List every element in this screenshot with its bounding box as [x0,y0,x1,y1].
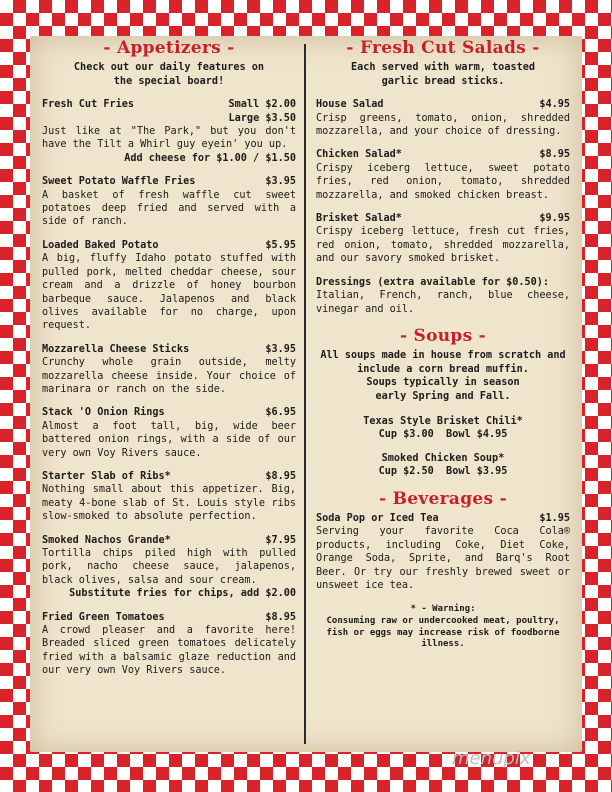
item-name: Sweet Potato Waffle Fries [42,176,196,188]
item-desc: Crisp greens, tomato, onion, shredded mozzarella, and your choice of dressing. [316,112,570,138]
menu-item [42,470,296,524]
item-price: $8.95 [539,149,570,161]
item-price: $3.95 [265,343,296,355]
menu-item [42,239,296,333]
item-price-large: Large $3.50 [228,112,296,124]
warning-text: Consuming raw or undercooked meat, poultry, fish or eggs may increase risk of foodborne illness. [326,616,560,650]
item-note: Substitute fries for chips, add $2.00 [69,588,296,600]
item-name: Loaded Baked Potato [42,239,159,251]
watermark: menupix [452,748,531,769]
menu-item [316,148,570,202]
health-warning [316,604,570,650]
item-price: $9.95 [539,213,570,225]
soups-intro-line1: All soups made in house from scratch and include a corn bread muffin. [320,350,566,375]
item-name: Fried Green Tomatoes [42,611,165,623]
item-price: $3.95 [265,176,296,188]
salads-title: - Fresh Cut Salads - [346,38,540,58]
soups-intro [316,349,570,403]
menu-item [42,611,296,678]
appetizers-title: - Appetizers - [103,38,235,58]
soup-prices: Cup $3.00 Bowl $4.95 [378,429,508,441]
item-note: Add cheese for $1.00 / $1.50 [124,152,296,164]
item-name: Soda Pop or Iced Tea [316,512,439,524]
soups-title: - Soups - [399,325,487,346]
item-price: $8.95 [265,611,296,623]
item-price: $8.95 [265,470,296,482]
menu-item [316,512,570,592]
item-desc: Almost a foot tall, big, wide beer battered onion rings, with a side of our very own Voy Rivers sauce. [42,420,296,459]
soup-item [316,452,570,479]
soup-item [316,415,570,442]
item-name: Brisket Salad* [316,213,402,225]
soup-prices: Cup $2.50 Bowl $3.95 [378,466,508,478]
item-desc: A basket of fresh waffle cut sweet potatoes deep fried and served with a side of ranch. [42,189,296,228]
item-name: Stack 'O Onion Rings [42,407,165,419]
item-price: $7.95 [265,534,296,546]
soups-intro-line2: Soups typically in season early Spring and Fall. [366,377,520,402]
menu-item [42,343,296,397]
item-price: $4.95 [539,99,570,111]
dressings-list: Italian, French, ranch, blue cheese, vinegar and oil. [316,290,570,315]
menu-item [42,534,296,601]
dressings [316,276,570,316]
menu-item [42,406,296,460]
item-desc: Crunchy whole grain outside, melty mozzarella cheese inside. Your choice of marinara or ranch on the side. [42,357,296,395]
item-price: $6.95 [265,407,296,419]
beverages-title: - Beverages - [379,488,507,509]
item-name: Smoked Nachos Grande* [42,534,171,546]
item-desc: Tortilla chips piled high with pulled pork, nacho cheese sauce, jalapenos, black olives, salsa and sour cream. [42,548,296,586]
menu-item [42,98,296,165]
item-desc: Just like at "The Park," but you don't have the Tilt a Whirl guy eyein' you up. [42,126,296,151]
appetizers-intro: Check out our daily features on the special board! [73,62,265,87]
item-name: Chicken Salad* [316,149,402,161]
menu-item [316,212,570,266]
item-price: $5.95 [265,239,296,251]
menu-item [316,98,570,138]
item-desc: A big, fluffy Idaho potato stuffed with pulled pork, melted cheddar cheese, sour cream and a drizzle of honey bourbon barbeque sauce. Jalapenos and black olives available for no charge, upon request. [42,253,296,332]
item-name: Mozzarella Cheese Sticks [42,343,190,355]
item-desc: Serving your favorite Coca Cola® products, including Coke, Diet Coke, Orange Soda, Sprite, and Barq's Root Beer. Or try our freshly brewed sweet or unsweet ice tea. [316,526,570,591]
item-name: House Salad [316,99,384,111]
column-divider [304,44,306,744]
item-desc: A crowd pleaser and a favorite here! Breaded sliced green tomatoes delicately fried with a balsamic glaze reduction and our very own Voy Rivers sauce. [42,625,296,677]
soup-name: Texas Style Brisket Chili* [363,415,523,427]
salads-intro: Each served with warm, toasted garlic bread sticks. [350,62,535,87]
item-price: Small $2.00 [228,99,296,111]
menu-item [42,175,296,229]
appetizers-column [42,40,296,688]
soup-name: Smoked Chicken Soup* [381,452,505,464]
dressings-label: Dressings (extra available for $0.50): [316,276,550,288]
item-name: Fresh Cut Fries [42,99,135,111]
item-price: $1.95 [539,512,570,524]
item-name: Starter Slab of Ribs* [42,470,171,482]
salads-soups-beverages-column [316,40,570,651]
warning-label: * - Warning: [410,604,476,615]
item-desc: Nothing small about this appetizer. Big, meaty 4-bone slab of St. Louis style ribs slow-smoked to absolute perfection. [42,484,296,523]
item-desc: Crispy iceberg lettuce, sweet potato fries, red onion, tomato, shredded mozzarella, and smoked chicken breast. [316,162,570,201]
item-desc: Crispy iceberg lettuce, fresh cut fries, red onion, tomato, shredded mozzarella, and our savory smoked brisket. [316,226,570,265]
